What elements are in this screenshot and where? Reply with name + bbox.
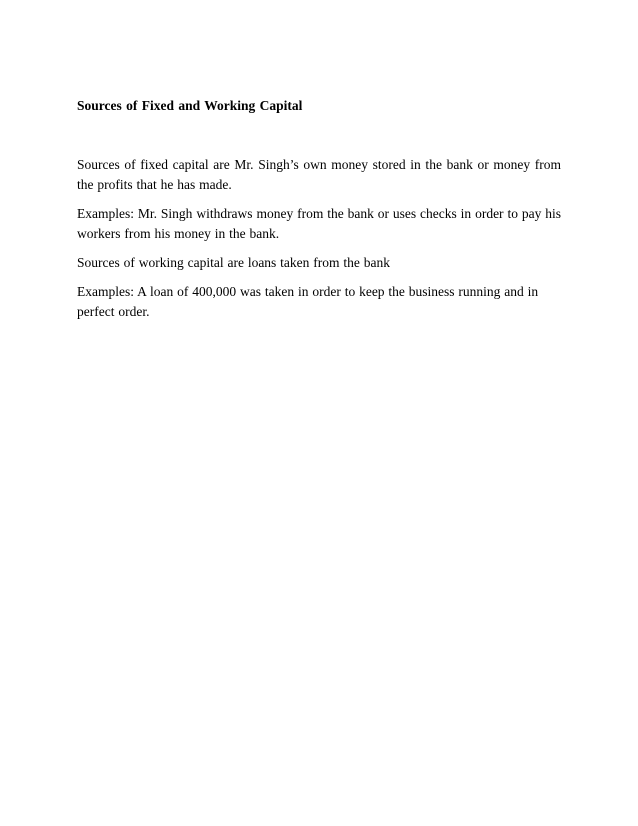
document-body: [77, 97, 561, 322]
paragraph-fixed-capital-example: Examples: Mr. Singh withdraws money from the bank or uses checks in order to pay his workers from his money in the bank.: [77, 206, 561, 241]
paragraph-working-capital-example: Examples: A loan of 400,000 was taken in order to keep the business running and in perfect order.: [77, 284, 539, 319]
paragraph-fixed-capital-sources: Sources of fixed capital are Mr. Singh’s own money stored in the bank or money from the profits that he has made.: [77, 157, 561, 192]
document-title: Sources of Fixed and Working Capital: [77, 98, 303, 113]
paragraph-working-capital-sources: Sources of working capital are loans taken from the bank: [77, 255, 391, 270]
